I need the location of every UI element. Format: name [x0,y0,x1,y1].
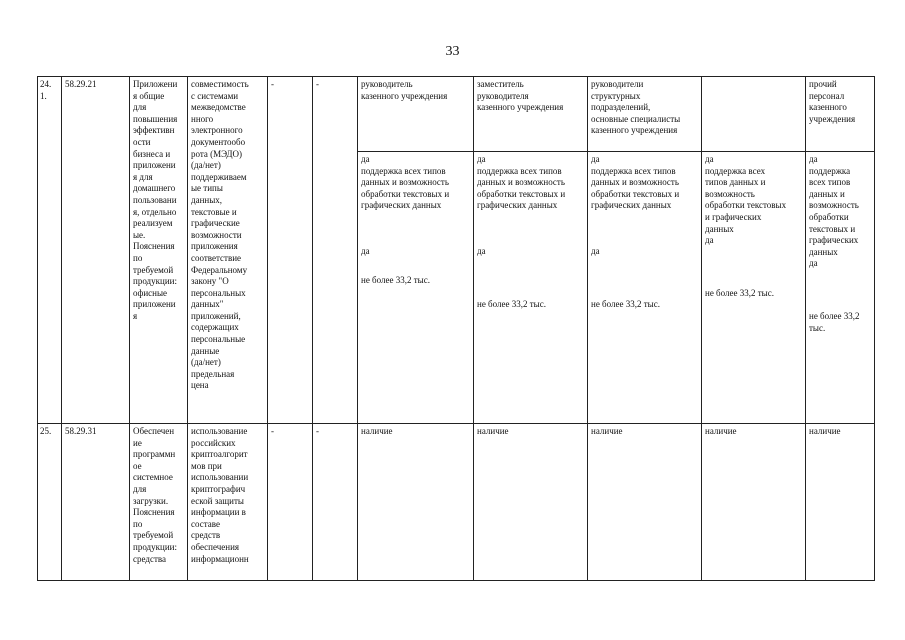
text-line: руководителя [477,90,529,101]
text-line: подразделений, [591,102,651,113]
product-name [130,424,188,581]
text-line: информационн [191,553,249,564]
text-line: руководители [591,79,644,89]
unit-name: - [313,424,358,581]
text-line: по [133,252,143,263]
category-head [588,77,702,152]
text-line: я для [133,171,153,182]
text-line: российских [191,437,236,448]
text-line: офисные [133,287,168,298]
value-cell: наличие [474,424,588,581]
value-cell: наличие [588,424,702,581]
text-line: персональных [191,287,246,298]
text-line: казенного [809,102,847,113]
text-line: предельная [191,368,235,379]
table-row [38,77,875,152]
value-cell: да поддержка всех типов данных и возможность обработки текстовых и графических данных да не более 33,2 тыс. [474,152,588,424]
text-line: типов данных и [705,177,766,188]
text-line: и графических [705,211,762,222]
text-line: графических данных [361,200,442,211]
text-line: казенного учреждения [361,90,448,101]
text-line: ости [133,136,151,147]
text-line: с системами [191,90,239,101]
text-line: бизнеса и [133,148,171,159]
row-number: 24. 1. [38,77,62,424]
text-line: (да/нет) [191,160,221,171]
value-cell: наличие [806,424,875,581]
text-line: возможность [809,200,859,211]
text-line: мов при [191,460,222,471]
text-line: казенного учреждения [477,102,564,113]
text-line: информации в [191,507,246,518]
page-number: 33 [445,44,460,59]
text-line: системное [133,472,173,483]
characteristics [188,77,268,424]
text-line: я [133,310,138,321]
text-line: я, отдельно [133,206,177,217]
text-line: рота (МЭДО) [191,148,242,159]
text-line: пользовани [133,194,177,205]
text-line: для [133,483,147,494]
text-line: данных и возможность [591,177,679,188]
category-head [702,77,806,152]
text-line: данных [809,246,838,257]
text-line: межведомстве [191,102,246,113]
text-line: основные специалисты [591,113,681,124]
text-line: Пояснения [133,241,175,252]
text-line: для [133,102,147,113]
unit-code: - [268,424,313,581]
value-cell: да поддержка всех типов данных и возможность обработки текстовых и графических данных да не более 33,2 тыс. [358,152,474,424]
text-line: данных [705,223,734,234]
text-line: персональные [191,334,246,345]
text-line: электронного [191,125,243,136]
text-line: программн [133,449,176,460]
text-line: обработки текстовых [705,200,787,211]
text-line: графические [191,218,240,229]
category-head [806,77,875,152]
text-line: графических данных [477,200,558,211]
text-line: ие [133,437,142,448]
text-line: графических [809,235,859,246]
text-line: поддержка всех [705,165,766,176]
value-cell: да поддержка всех типов данных и возможность обработки текстовых и графических данных да не более 33,2 тыс. [588,152,702,424]
text-line: средства [133,553,167,564]
value-cell: да поддержка всех типов данных и возможность обработки текстовых и графических данных да не более 33,2 тыс. [702,152,806,424]
text-line: соответствие [191,252,242,263]
text-line: обработки текстовых и [477,188,566,199]
text-line: данных и [809,188,845,199]
text-line: приложени [133,299,176,310]
text-line: данных и возможность [477,177,565,188]
text-line: данные [191,345,220,356]
text-line: поддержка всех типов [477,165,562,176]
table-row [38,424,875,581]
text-line: персонал [809,90,845,101]
text-line: документообо [191,136,246,147]
unit-name: - [313,77,358,424]
text-line: Пояснения [133,507,175,518]
text-line: домашнего [133,183,176,194]
text-line: еской защиты [191,495,244,506]
text-line: поддержка всех типов [591,165,676,176]
text-line: обработки текстовых и [591,188,680,199]
text-line: криптографич [191,483,246,494]
text-line: повышения [133,113,178,124]
value-cell: наличие [702,424,806,581]
characteristics [188,424,268,581]
text-line: Приложени [133,79,178,89]
text-line: использовании [191,472,249,483]
text-line: текстовые и [191,206,237,217]
text-line: требуемой [133,264,174,275]
product-name [130,77,188,424]
text-line: структурных [591,90,641,101]
text-line: закону "О [191,276,229,287]
text-line: обработки [809,211,849,222]
text-line: не более 33,2 [809,310,860,321]
text-line: данных, [191,194,223,205]
text-line: данных и возможность [361,177,449,188]
text-line: приложений, [191,310,241,321]
text-line: ое [133,460,142,471]
text-line: обеспечения [191,541,240,552]
text-line: заместитель [477,79,524,89]
text-line: требуемой [133,530,174,541]
text-line: учреждения [809,113,856,124]
text-line: графических данных [591,200,672,211]
text-line: загрузки. [133,495,169,506]
text-line: продукции: [133,541,177,552]
value-cell: наличие [358,424,474,581]
text-line: криптоалгорит [191,449,248,460]
text-line: поддержка [809,165,851,176]
text-line: нного [191,113,214,124]
okpd-code: 58.29.31 [62,424,130,581]
text-line: всех типов [809,177,851,188]
text-line: реализуем [133,218,173,229]
text-line: прочий [809,79,837,89]
value-cell: да поддержка всех типов данных и возможность обработки текстовых и графических данных да не более 33,2 тыс. [806,152,875,424]
text-line: составе [191,518,220,529]
text-line: содержащих [191,322,239,333]
unit-code: - [268,77,313,424]
text-line: использование [191,426,248,436]
text-line: (да/нет) [191,357,221,368]
okpd-code: 58.29.21 [62,77,130,424]
text-line: обработки текстовых и [361,188,450,199]
text-line: эффективн [133,125,175,136]
requirements-table [37,76,875,581]
text-line: руководитель [361,79,413,89]
text-line: совместимость [191,79,249,89]
text-line: поддерживаем [191,171,247,182]
text-line: продукции: [133,276,177,287]
text-line: Федеральному [191,264,248,275]
text-line: я общие [133,90,165,101]
text-line: Обеспечен [133,426,175,436]
text-line: казенного учреждения [591,125,678,136]
row-number: 25. [38,424,62,581]
text-line: ые типы [191,183,223,194]
text-line: цена [191,380,209,391]
text-line: по [133,518,143,529]
text-line: возможности [191,229,242,240]
category-head [358,77,474,152]
category-head [474,77,588,152]
text-line: средств [191,530,221,541]
text-line: поддержка всех типов [361,165,446,176]
text-line: данных" [191,299,224,310]
text-line: текстовых и [809,223,856,234]
text-line: возможность [705,188,755,199]
text-line: приложения [191,241,238,252]
text-line: ые. [133,229,146,240]
text-line: тыс. [809,322,826,333]
text-line: приложени [133,160,176,171]
